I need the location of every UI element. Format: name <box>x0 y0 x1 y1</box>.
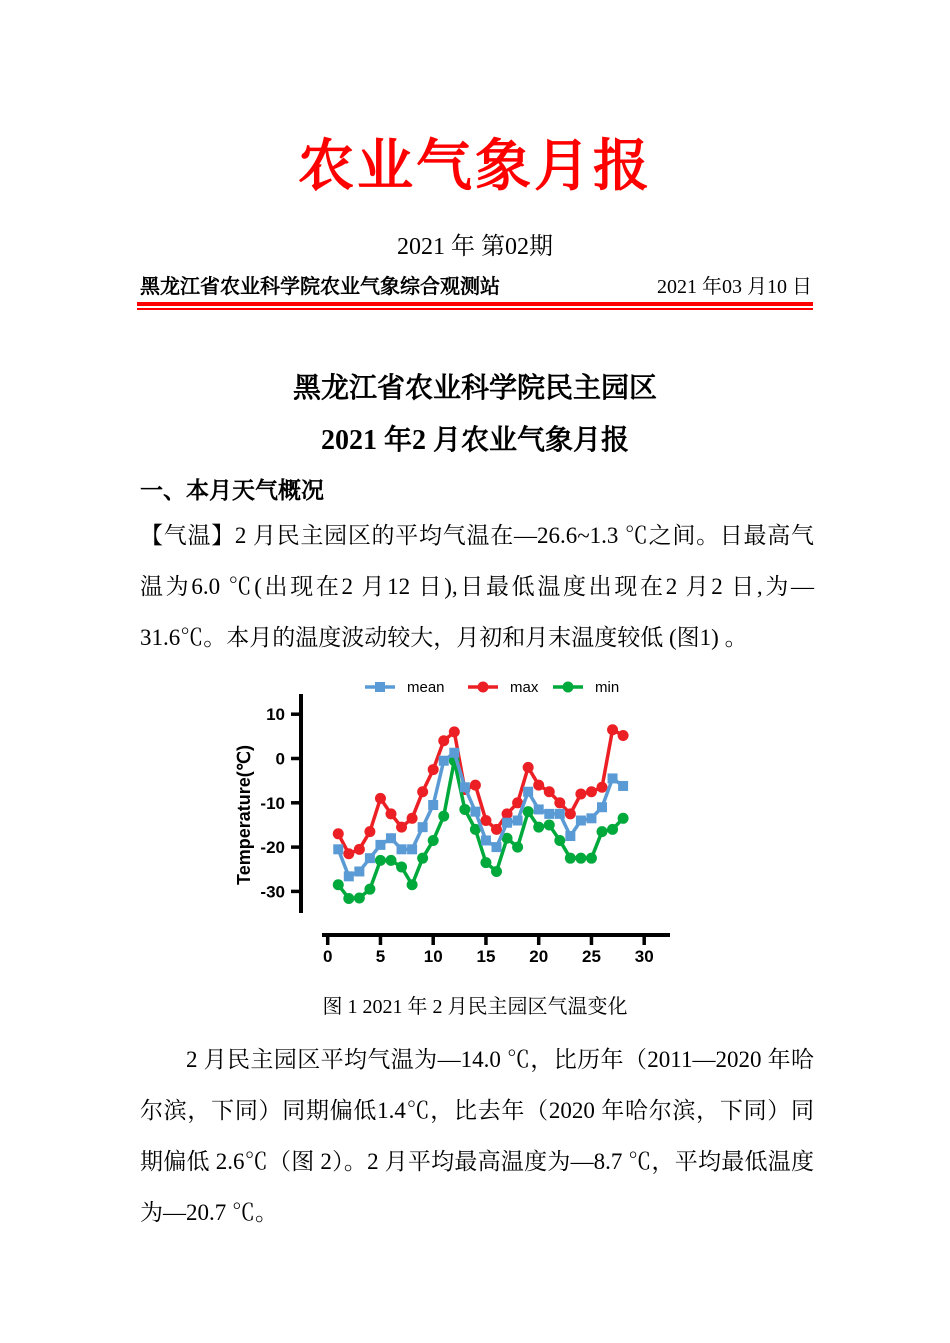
x-tick-label: 15 <box>476 947 496 966</box>
publish-date: 2021 年03 月10 日 <box>657 276 812 298</box>
series-mean-point <box>407 844 417 854</box>
divider-thin-line <box>137 308 813 310</box>
series-min-point <box>554 835 565 846</box>
series-mean-point <box>576 816 586 826</box>
series-min-point <box>333 879 344 890</box>
series-mean-point <box>418 822 428 832</box>
series-max-point <box>449 726 460 737</box>
series-mean-point <box>544 809 554 819</box>
legend-label-min: min <box>595 679 620 696</box>
series-max-point <box>607 724 618 735</box>
series-mean-point <box>502 818 512 828</box>
series-min-point <box>607 824 618 835</box>
series-min-point <box>343 893 354 904</box>
series-mean-point <box>386 833 396 843</box>
series-min-point <box>544 819 555 830</box>
masthead <box>140 270 812 299</box>
series-max-point <box>396 822 407 833</box>
figure1-caption: 图 1 2021 年 2 月民主园区气温变化 <box>322 996 628 1018</box>
series-mean-point <box>470 807 480 817</box>
series-max-point <box>354 844 365 855</box>
series-min-point <box>523 806 534 817</box>
legend-marker-mean <box>375 682 385 692</box>
series-max-point <box>333 828 344 839</box>
series-max-point <box>554 797 565 808</box>
series-min-point <box>428 835 439 846</box>
x-tick-label: 20 <box>529 947 549 966</box>
y-tick-label: -10 <box>260 793 285 813</box>
temperature-paragraph: 【气温】2 月民主园区的平均气温在—26.6~1.3 ℃之间。日最高气温为6.0 ℃(出现在2 月12 日),日最低温度出现在2 月2 日,为—31.6℃。本月的温度波动较大，月初和月末温度较低 (图1) 。 <box>140 523 814 650</box>
series-min-point <box>618 813 629 824</box>
series-max-point <box>523 762 534 773</box>
y-tick-label: 0 <box>275 749 285 769</box>
series-max-point <box>480 815 491 826</box>
x-tick-label: 5 <box>375 947 386 966</box>
section-title-line2: 2021 年2 月农业气象月报 <box>320 425 629 456</box>
series-min-point <box>533 822 544 833</box>
series-max-point <box>428 764 439 775</box>
series-min-point <box>586 853 597 864</box>
series-mean-point <box>354 866 364 876</box>
document-title: 农业气象月报 <box>298 136 652 198</box>
series-min-point <box>354 893 365 904</box>
header-divider <box>137 302 813 310</box>
series-max-point <box>438 735 449 746</box>
y-axis-title: Temperature(℃) <box>234 745 254 885</box>
series-max-point <box>343 848 354 859</box>
series-mean-point <box>565 831 575 841</box>
y-tick-label: 10 <box>266 705 285 725</box>
series-mean-point <box>397 844 407 854</box>
series-mean-point <box>586 813 596 823</box>
section-title-line1: 黑龙江省农业科学院民主园区 <box>292 373 657 404</box>
series-mean-point <box>608 773 618 783</box>
series-mean-point <box>344 871 354 881</box>
series-max-point <box>544 786 555 797</box>
series-max-point <box>491 824 502 835</box>
series-min-point <box>597 826 608 837</box>
series-max-point <box>575 788 586 799</box>
series-min-point <box>396 862 407 873</box>
series-min-point <box>491 866 502 877</box>
series-max-point <box>470 780 481 791</box>
series-mean-point <box>333 844 343 854</box>
section-heading: 一、本月天气概况 <box>140 478 324 503</box>
y-tick-label: -30 <box>260 882 285 902</box>
legend-marker-min <box>563 682 574 693</box>
x-tick-label: 10 <box>423 947 443 966</box>
series-min-point <box>565 853 576 864</box>
x-tick-label: 25 <box>581 947 601 966</box>
x-tick-label: 30 <box>634 947 654 966</box>
series-mean-point <box>428 800 438 810</box>
series-max-point <box>586 786 597 797</box>
series-mean-point <box>439 756 449 766</box>
legend-marker-max <box>478 682 489 693</box>
series-max-point <box>417 786 428 797</box>
series-min-point <box>407 879 418 890</box>
series-mean-point <box>618 781 628 791</box>
series-max-point <box>502 808 513 819</box>
issue-number: 2021 年 第02期 <box>397 234 553 260</box>
y-tick-label: -20 <box>260 838 285 858</box>
series-min-point <box>575 853 586 864</box>
series-mean-point <box>555 809 565 819</box>
series-mean-point <box>460 782 470 792</box>
series-max-point <box>533 780 544 791</box>
series-mean-point <box>365 853 375 863</box>
organization-name: 黑龙江省农业科学院农业气象综合观测站 <box>140 276 500 298</box>
series-mean-point <box>523 787 533 797</box>
series-min-point <box>417 853 428 864</box>
series-max-point <box>407 813 418 824</box>
series-mean-point <box>492 842 502 852</box>
series-min-point <box>459 804 470 815</box>
legend-label-max: max <box>510 679 539 696</box>
temperature-chart <box>230 670 700 980</box>
comparison-paragraph: 2 月民主园区平均气温为—14.0 ℃，比历年（2011—2020 年哈尔滨，下同）同期偏低1.4℃，比去年（2020 年哈尔滨，下同）同期偏低 2.6℃（图 2）。2 月平均最高温度为—8.7 ℃，平均最低温度为—20.7 ℃。 <box>140 1047 814 1225</box>
series-min-point <box>438 811 449 822</box>
x-tick-label: 0 <box>322 947 333 966</box>
series-mean-point <box>375 840 385 850</box>
series-mean-point <box>597 802 607 812</box>
series-min-point <box>364 884 375 895</box>
figure1-chart-container <box>230 670 700 980</box>
legend-label-mean: mean <box>407 679 445 696</box>
series-min-point <box>375 855 386 866</box>
series-min-point <box>386 855 397 866</box>
series-max-point <box>386 808 397 819</box>
series-mean-point <box>481 835 491 845</box>
series-max-point <box>565 808 576 819</box>
series-max-point <box>375 793 386 804</box>
series-mean-point <box>513 816 523 826</box>
series-mean-point <box>449 748 459 758</box>
series-max-point <box>364 826 375 837</box>
series-min-point <box>512 842 523 853</box>
series-max-point <box>618 730 629 741</box>
series-min-point <box>480 857 491 868</box>
series-mean-point <box>534 804 544 814</box>
series-max-point <box>597 782 608 793</box>
